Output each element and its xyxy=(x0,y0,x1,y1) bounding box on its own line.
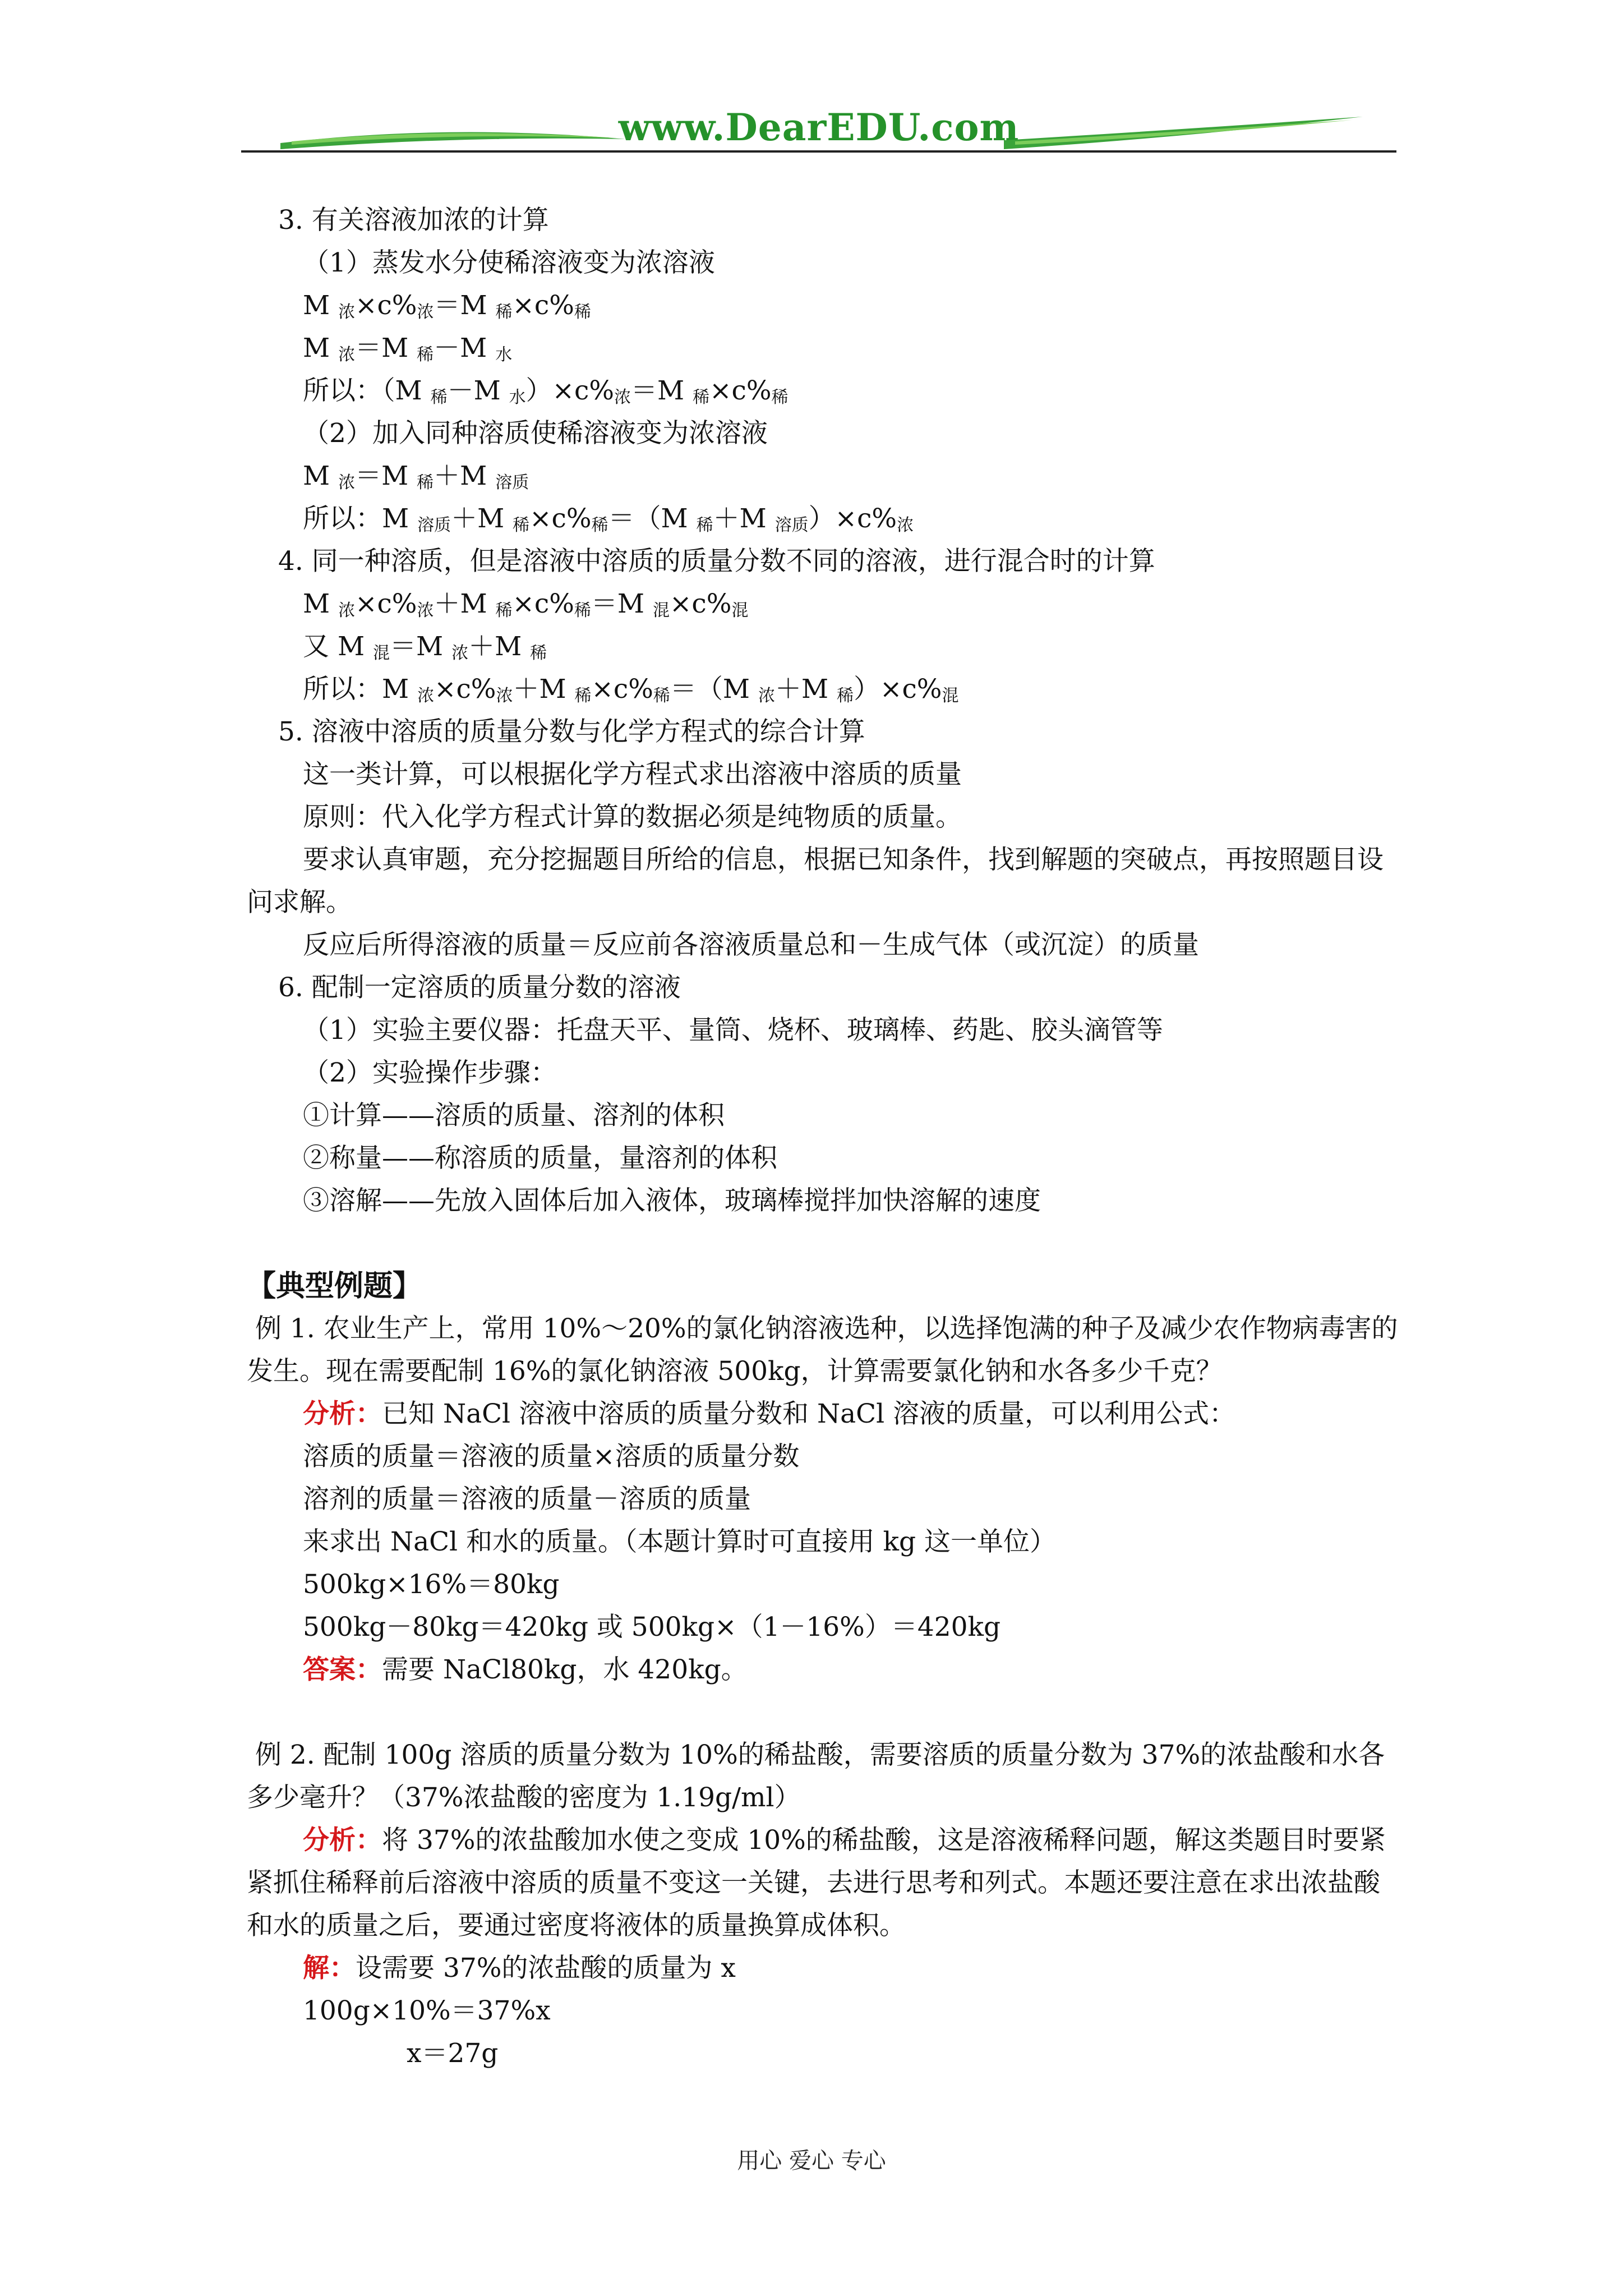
text-line: 溶质的质量＝溶液的质量×溶质的质量分数 xyxy=(303,1441,800,1472)
text-line: x＝27g xyxy=(407,2038,499,2069)
text-line: ③溶解——先放入固体后加入液体，玻璃棒搅拌加快溶解的速度 xyxy=(303,1185,1041,1216)
text-line: M $_浓$＝M $_稀$＋M $_{溶质}$ xyxy=(303,461,529,493)
section-heading: 【典型例题】 xyxy=(247,1269,422,1303)
text-line: 又 M $_混$＝M $_浓$＋M $_稀$ xyxy=(303,631,547,663)
text-line: （2）实验操作步骤： xyxy=(303,1057,557,1088)
text-line: （2）加入同种溶质使稀溶液变为浓溶液 xyxy=(303,418,768,449)
text-line: 反应后所得溶液的质量＝反应前各溶液质量总和－生成气体（或沉淀）的质量 xyxy=(303,930,1199,960)
spacer xyxy=(247,1222,1402,1265)
text-line: 500kg×16%＝80kg xyxy=(303,1569,560,1600)
text-line: M $_浓\times c\%_浓=M$ $_稀\times c\%_稀$ xyxy=(303,290,591,322)
text-line: 解：设需要 37%的浓盐酸的质量为 x xyxy=(303,1953,736,1984)
text-line: ②称量——称溶质的质量，量溶剂的体积 xyxy=(303,1143,777,1174)
document-body xyxy=(247,199,1402,2075)
text-line: （1）蒸发水分使稀溶液变为浓溶液 xyxy=(303,247,715,278)
page-footer: 用心 爱心 专心 xyxy=(737,2148,886,2174)
text-line: 4. 同一种溶质，但是溶液中溶质的质量分数不同的溶液，进行混合时的计算 xyxy=(278,546,1155,577)
text-line: 要求认真审题，充分挖掘题目所给的信息，根据已知条件，找到解题的突破点，再按照题目设问求解。 xyxy=(247,844,1384,918)
header-banner xyxy=(241,95,1396,174)
header-rule xyxy=(241,150,1396,153)
text-line: 例 2. 配制 100g 溶质的质量分数为 10%的稀盐酸，需要溶质的质量分数为 37%的浓盐酸和水各多少毫升？（37%浓盐酸的密度为 1.19g/ml） xyxy=(247,1740,1385,1813)
text-line: 所以：M $_浓\times c\%_浓+M$ $_稀\times c\%_稀=(M$ $_浓$＋M $_稀)\times c\%_混$ xyxy=(303,674,959,706)
text-line: 所以：M $_{溶质}$＋M $_稀\times c\%_稀=(M$ $_稀$＋M $_{溶质})\times c\%_浓$ xyxy=(303,503,914,535)
site-logo: www.DearEDU.com xyxy=(618,105,1020,149)
text-line: 答案：需要 NaCl80kg，水 420kg。 xyxy=(303,1654,748,1685)
text-line: ①计算——溶质的质量、溶剂的体积 xyxy=(303,1100,725,1131)
spacer xyxy=(247,1691,1402,1734)
text-line: 5. 溶液中溶质的质量分数与化学方程式的综合计算 xyxy=(278,716,865,747)
text-line: （1）实验主要仪器：托盘天平、量筒、烧杯、玻璃棒、药匙、胶头滴管等 xyxy=(303,1015,1163,1046)
text-line: 3. 有关溶液加浓的计算 xyxy=(278,205,549,236)
text-line: 分析：将 37%的浓盐酸加水使之变成 10%的稀盐酸，这是溶液稀释问题，解这类题目时要紧紧抓住稀释前后溶液中溶质的质量不变这一关键，去进行思考和列式。本题还要注意在求出浓盐酸和水的质量之后，要通过密度将液体的质量换算成体积。 xyxy=(247,1825,1386,1941)
text-line: M $_浓$＝M $_稀$－M $_水$ xyxy=(303,333,513,365)
text-line: M $_浓\times c\%_浓+M$ $_稀\times c\%_稀=M$ $_混\times c\%_混$ xyxy=(303,588,749,620)
text-line: 所以：（M $_稀$－M $_水)\times c\%_浓=M$ $_稀\times c\%_稀$ xyxy=(303,375,789,407)
text-line: 6. 配制一定溶质的质量分数的溶液 xyxy=(278,972,681,1003)
text-line: 溶剂的质量＝溶液的质量－溶质的质量 xyxy=(303,1484,751,1515)
text-line: 100g×10%＝37%x xyxy=(303,1995,551,2026)
text-line: 分析：已知 NaCl 溶液中溶质的质量分数和 NaCl 溶液的质量，可以利用公式： xyxy=(303,1398,1236,1429)
text-line: 这一类计算，可以根据化学方程式求出溶液中溶质的质量 xyxy=(303,759,962,790)
text-line: 原则：代入化学方程式计算的数据必须是纯物质的质量。 xyxy=(303,802,962,832)
text-line: 来求出 NaCl 和水的质量。（本题计算时可直接用 kg 这一单位） xyxy=(303,1526,1056,1557)
text-line: 500kg－80kg＝420kg 或 500kg×（1－16%）＝420kg xyxy=(303,1612,1001,1642)
text-line: 例 1. 农业生产上，常用 10%～20%的氯化钠溶液选种，以选择饱满的种子及减少农作物病毒害的发生。现在需要配制 16%的氯化钠溶液 500kg，计算需要氯化钠和水各多少千克？ xyxy=(247,1313,1398,1387)
